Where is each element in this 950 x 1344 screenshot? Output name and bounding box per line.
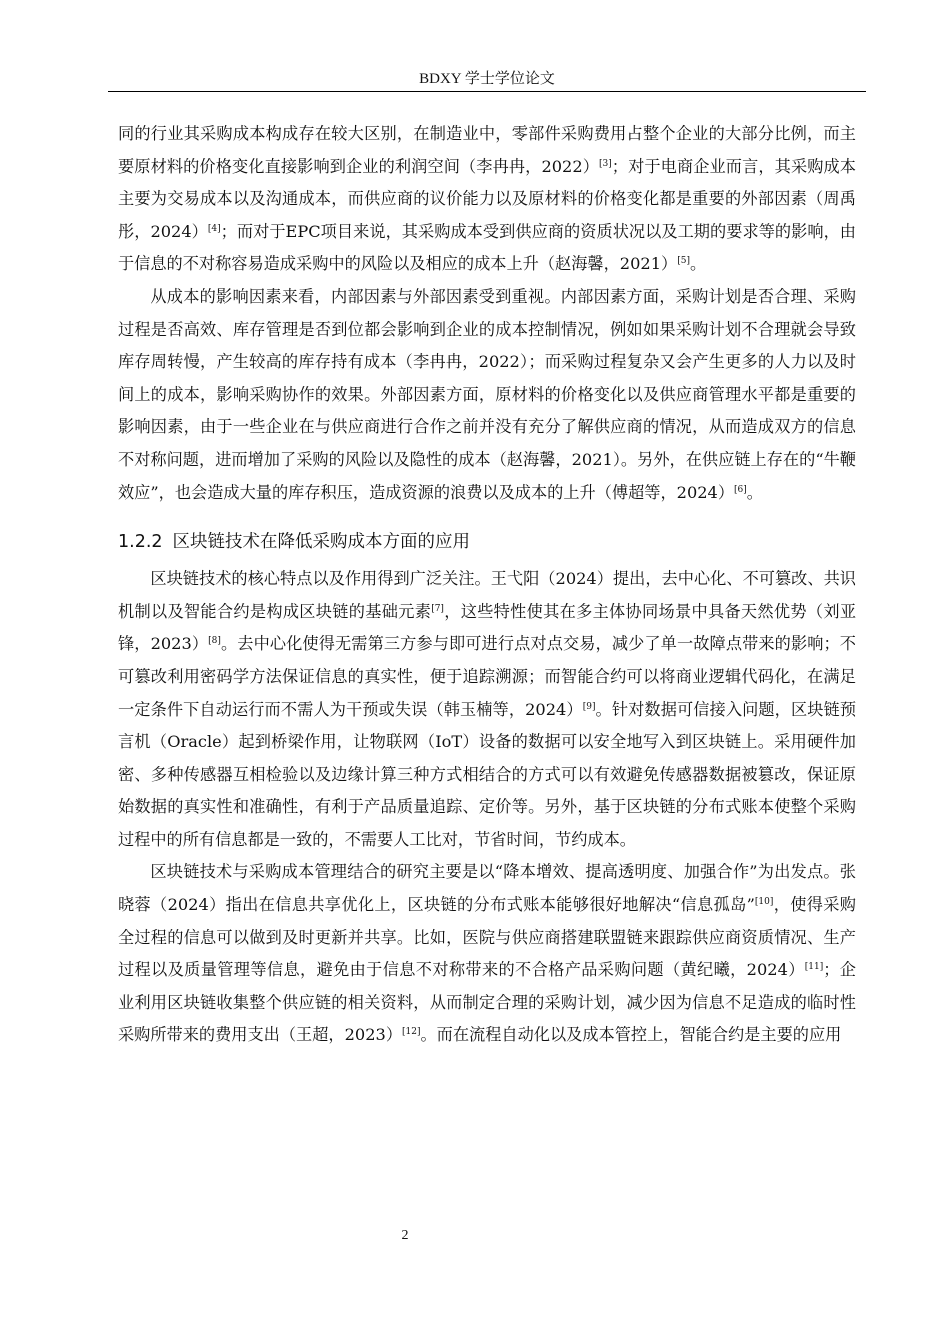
citation-ref: [11] [804,962,824,973]
citation-ref: [3] [599,158,612,169]
text-run: ；对于电商企业而言，其采购成本主要为交易成本以及沟通成本，而供应商的议价能力以及原材料的价格变化都是重要的外部因素（周禹彤，2024） [118,156,856,241]
text-run: 区块链技术与采购成本管理结合的研究主要是以“降本增效、提高透明度、加强合作”为出发点。张晓蓉（2024）指出在信息共享优化上，区块链的分布式账本能够很好地解决“信息孤岛” [118,862,856,915]
citation-ref: [10] [754,897,774,908]
text-run: ，这些特性使其在多主体协同场景中具备天然优势（刘亚锋，2023） [118,601,857,654]
text-run: ，使得采购全过程的信息可以做到及时更新并共享。比如，医院与供应商搭建联盟链来跟踪供应商资质情况、生产过程以及质量管理等信息，避免由于信息不对称带来的不合格产品采购问题（黄纪曦，2024） [118,895,856,980]
citation-ref: [7] [431,603,444,614]
section-title: 区块链技术在降低采购成本方面的应用 [172,532,471,553]
paragraph-group-2 [118,563,856,1052]
paragraph [118,563,856,856]
paragraph [118,856,856,1052]
header-rule [108,91,866,92]
text-run: 。去中心化使得无需第三方参与即可进行点对点交易，减少了单一故障点带来的影响；不可篡改利用密码学方法保证信息的真实性，便于追踪溯源；而智能合约可以将商业逻辑代码化，在满足一定条件下自动运行而不需人为干预或失误（韩玉楠等，2024） [118,634,856,719]
text-run: 区块链技术的核心特点以及作用得到广泛关注。王弋阳（2024）提出，去中心化、不可篡改、共识机制以及智能合约是构成区块链的基础元素 [118,569,856,621]
text-run: 同的行业其采购成本构成存在较大区别，在制造业中，零部件采购费用占整个企业的大部分比例，而主要原材料的价格变化直接影响到企业的利润空间（李冉冉，2022） [118,124,856,176]
text-run: 。 [689,254,707,274]
citation-ref: [12] [402,1027,421,1038]
paragraph-group-1 [118,118,856,509]
paragraph [118,281,856,509]
text-run: ；企业利用区块链收集整个供应链的相关资料，从而制定合理的采购计划，减少因为信息不足造成的临时性采购所带来的费用支出（王超，2023） [118,960,856,1045]
body-text [118,118,856,1052]
page-number: 2 [401,1228,409,1243]
citation-ref: [4] [207,223,221,234]
text-run: 。针对数据可信接入问题，区块链预言机（Oracle）起到桥梁作用，让物联网（IoT）设备的数据可以安全地写入到区块链上。采用硬件加密、多种传感器互相检验以及边缘计算三种方式相结合的方式可以有效避免传感器数据被篡改，保证原始数据的真实性和准确性，有利于产品质量追踪、定价等。另外，基于区块链的分布式账本使整个采购过程中的所有信息都是一致的，不需要人工比对，节省时间，节约成本。 [118,699,857,849]
paragraph [118,118,856,281]
citation-ref: [6] [734,484,747,495]
citation-ref: [8] [208,636,221,647]
text-run: 。而在流程自动化以及成本管控上，智能合约是主要的应用 [420,1025,842,1045]
citation-ref: [5] [677,256,690,267]
section-heading [118,527,856,557]
citation-ref: [9] [582,701,596,712]
section-number: 1.2.2 [118,532,163,553]
text-run: 。 [746,482,763,502]
text-run: 从成本的影响因素来看，内部因素与外部因素受到重视。内部因素方面，采购计划是否合理、采购过程是否高效、库存管理是否到位都会影响到企业的成本控制情况，例如如果采购计划不合理就会导致库存周转慢，产生较高的库存持有成本（李冉冉，2022）；而采购过程复杂又会产生更多的人力以及时间上的成本，影响采购协作的效果。外部因素方面，原材料的价格变化以及供应商管理水平都是重要的影响因素，由于一些企业在与供应商进行合作之前并没有充分了解供应商的情况，从而造成双方的信息不对称问题，进而增加了采购的风险以及隐性的成本（赵海馨，2021）。另外，在供应链上存在的“牛鞭效应”，也会造成大量的库存积压，造成资源的浪费以及成本的上升（傅超等，2024） [118,286,856,502]
text-run: ；而对于EPC项目来说，其采购成本受到供应商的资质状况以及工期的要求等的影响，由于信息的不对称容易造成采购中的风险以及相应的成本上升（赵海馨，2021） [118,221,856,274]
running-header: BDXY 学士学位论文 [419,71,555,87]
